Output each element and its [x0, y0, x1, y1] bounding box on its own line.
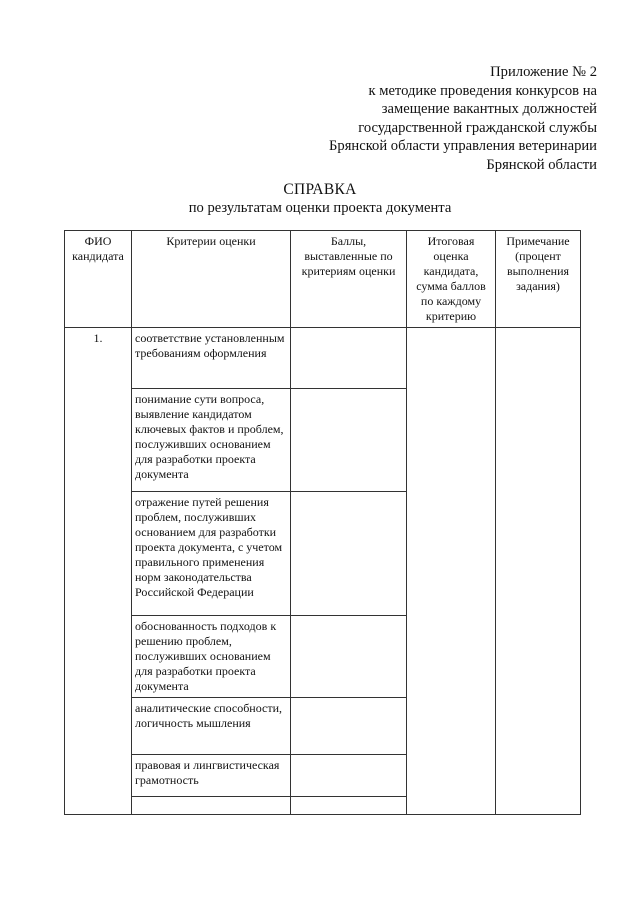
evaluation-table: [64, 230, 581, 815]
criterion-cell: правовая и лингвистическая грамотность: [132, 755, 291, 797]
note-cell[interactable]: [496, 328, 581, 815]
header-line: государственной гражданской службы: [358, 119, 597, 136]
points-cell[interactable]: [291, 389, 407, 492]
header-line: Брянской области: [486, 156, 597, 173]
header-note: Примечание (процент выполнения задания): [496, 231, 581, 328]
criterion-cell: соответствие установленным требованиям оформления: [132, 328, 291, 389]
header-line: Брянской области управления ветеринарии: [329, 138, 597, 155]
table-header-row: [65, 231, 581, 328]
appendix-header: [329, 63, 597, 175]
criterion-cell: обоснованность подходов к решению проблем, послуживших основанием для разработки проекта документа: [132, 616, 291, 698]
document-subtitle: по результатам оценки проекта документа: [188, 200, 452, 216]
header-fio: ФИО кандидата: [65, 231, 132, 328]
header-line: к методике проведения конкурсов на: [368, 82, 597, 99]
criterion-cell: понимание сути вопроса, выявление кандидатом ключевых фактов и проблем, послуживших основанием для разработки проекта документа: [132, 389, 291, 492]
criterion-cell: отражение путей решения проблем, послуживших основанием для разработки проекта документа, с учетом правильного применения норм законодательства Российской Федерации: [132, 492, 291, 616]
total-cell[interactable]: [407, 328, 496, 815]
header-criteria: Критерии оценки: [132, 231, 291, 328]
points-cell[interactable]: [291, 492, 407, 616]
points-cell[interactable]: [291, 797, 407, 815]
header-points: Баллы, выставленные по критериям оценки: [291, 231, 407, 328]
table-row: [65, 328, 581, 389]
points-cell[interactable]: [291, 698, 407, 755]
points-cell[interactable]: [291, 328, 407, 389]
criterion-cell: аналитические способности, логичность мышления: [132, 698, 291, 755]
points-cell[interactable]: [291, 755, 407, 797]
header-line: замещение вакантных должностей: [381, 101, 597, 118]
points-cell[interactable]: [291, 616, 407, 698]
document-title: СПРАВКА: [283, 181, 357, 198]
header-line: Приложение № 2: [490, 64, 597, 80]
header-total: Итоговая оценка кандидата, сумма баллов по каждому критерию: [407, 231, 496, 328]
empty-criterion-cell: [132, 797, 291, 815]
candidate-number: 1.: [65, 328, 132, 815]
